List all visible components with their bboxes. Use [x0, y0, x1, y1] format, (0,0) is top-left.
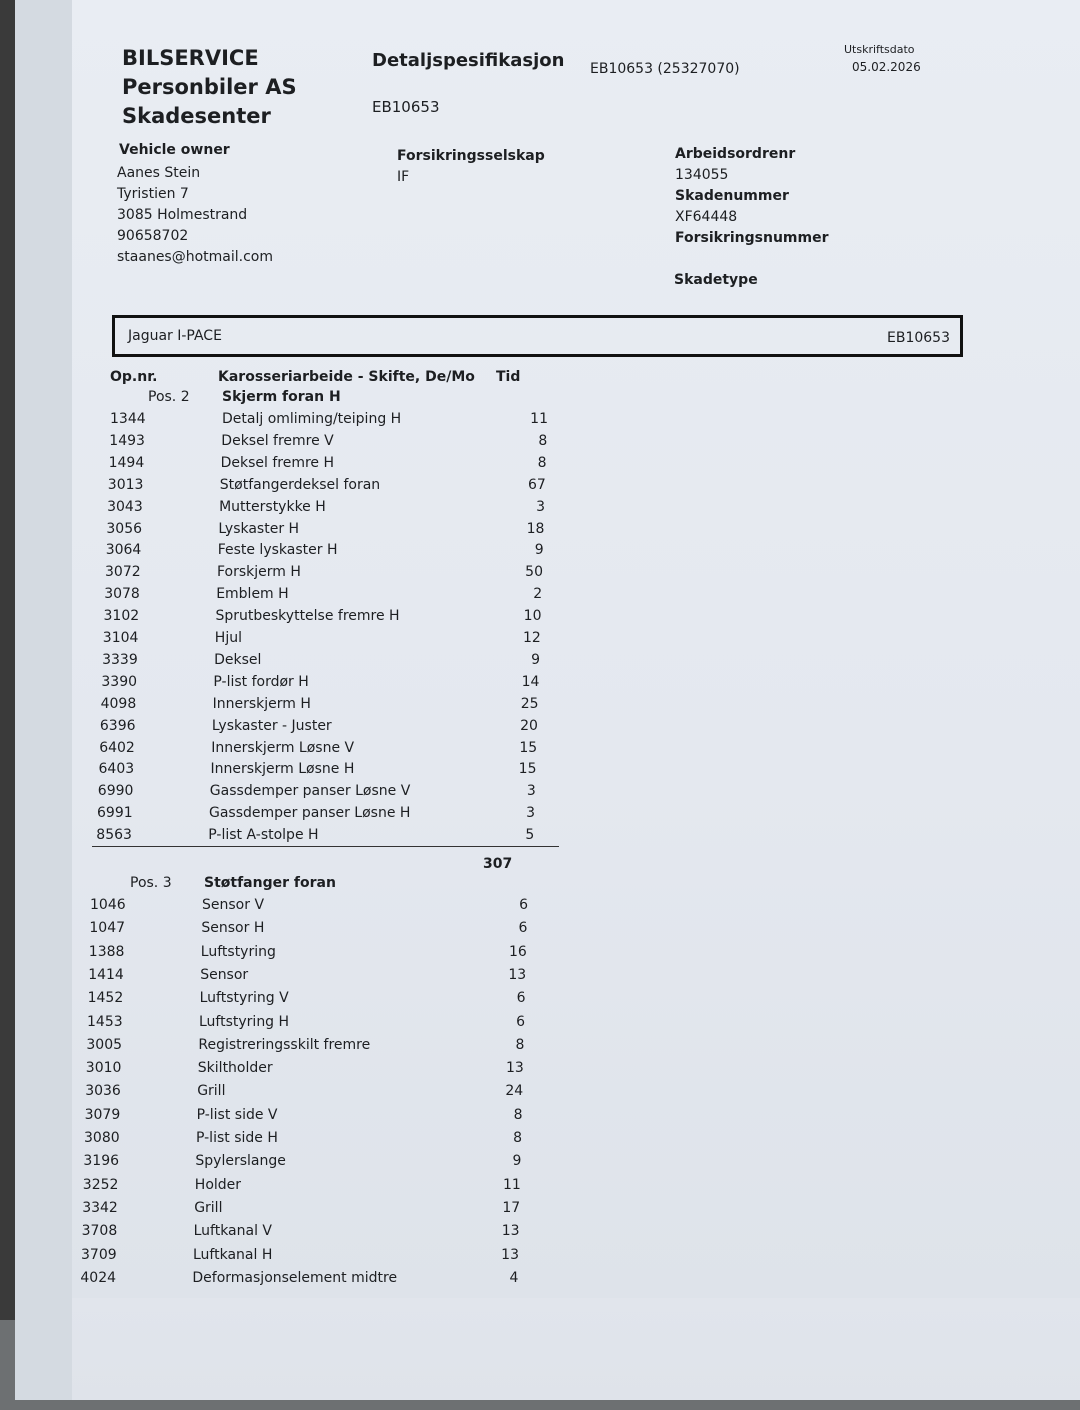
op-number: 3196	[83, 1153, 120, 1170]
op-number: 3102	[103, 608, 140, 625]
op-description: Holder	[194, 1176, 242, 1193]
op-number: 4098	[100, 695, 137, 712]
owner-email: staanes@hotmail.com	[117, 249, 273, 265]
table-row	[86, 1037, 686, 1059]
op-number: 3005	[86, 1036, 123, 1053]
op-description: Lyskaster H	[218, 520, 300, 537]
op-number: 3064	[105, 542, 142, 559]
op-time: 25	[520, 695, 539, 712]
op-description: Luftkanal V	[193, 1223, 273, 1240]
op-number: 3709	[81, 1246, 117, 1263]
op-number: 8563	[96, 827, 132, 844]
table-row	[110, 411, 710, 433]
op-time: 16	[508, 943, 527, 960]
op-description: P-list fordør H	[213, 673, 309, 690]
op-number: 6991	[97, 805, 133, 822]
op-time: 6	[519, 897, 528, 913]
op-description: Forskjerm H	[217, 564, 301, 581]
section-total: 307	[483, 856, 513, 872]
op-description: Feste lyskaster H	[217, 542, 338, 559]
table-row	[89, 944, 689, 966]
op-time: 6	[518, 920, 528, 937]
vehicle-model: Jaguar I-PACE	[128, 328, 222, 344]
op-time: 9	[531, 651, 541, 668]
op-number: 3010	[85, 1060, 122, 1077]
owner-street: Tyristien 7	[117, 186, 189, 202]
op-description: Deksel fremre H	[220, 454, 335, 471]
op-description: Sensor	[200, 966, 249, 983]
table-row	[83, 1153, 683, 1175]
op-time: 13	[501, 1223, 520, 1240]
op-description: Mutterstykke H	[219, 498, 326, 515]
table-row	[107, 499, 707, 521]
op-number: 3056	[106, 520, 143, 537]
table-row	[84, 1130, 684, 1152]
op-time: 12	[522, 630, 541, 646]
table-row	[101, 696, 701, 718]
op-time: 2	[533, 586, 543, 603]
op-number: 3072	[105, 564, 141, 581]
section-header	[110, 389, 710, 411]
op-time: 3	[536, 498, 546, 515]
op-number: 3043	[107, 498, 143, 515]
table-row	[99, 761, 699, 783]
op-time: 3	[526, 805, 535, 822]
op-number: 6990	[97, 783, 134, 800]
vehicle-box	[112, 315, 963, 357]
op-time: 8	[538, 432, 548, 449]
op-time: 8	[515, 1036, 525, 1053]
op-description: Gassdemper panser Løsne H	[209, 805, 411, 822]
table-row	[106, 521, 706, 543]
op-number: 3390	[101, 673, 138, 690]
op-description: P-list A-stolpe H	[208, 827, 319, 844]
op-description: Hjul	[214, 630, 242, 646]
op-number: 6403	[98, 761, 135, 778]
op-description: Spylerslange	[195, 1153, 286, 1170]
table-row	[89, 920, 689, 942]
op-time: 6	[516, 1013, 525, 1030]
op-time: 67	[527, 476, 546, 493]
company-name: BILSERVICE Personbiler AS Skadesenter	[122, 46, 297, 128]
column-header-description: Karosseriarbeide - Skifte, De/Mo	[218, 369, 475, 385]
op-description: Sensor V	[202, 897, 265, 913]
op-time: 24	[505, 1083, 524, 1100]
owner-phone: 90658702	[117, 228, 189, 244]
table-row	[88, 967, 688, 989]
table-row	[109, 455, 709, 477]
op-number: 3342	[82, 1199, 118, 1216]
op-description: Støtfangerdeksel foran	[219, 476, 381, 493]
op-time: 15	[518, 761, 537, 778]
document-id: EB10653	[372, 98, 440, 116]
table-row	[104, 586, 704, 608]
owner-details	[117, 163, 273, 268]
table-row	[102, 652, 702, 674]
op-description: Grill	[197, 1083, 226, 1100]
op-number: 3080	[84, 1130, 120, 1146]
page-cutoff	[72, 1298, 1080, 1400]
op-time: 18	[526, 520, 545, 537]
op-time: 9	[512, 1153, 522, 1170]
table-row	[99, 740, 699, 762]
document-page	[72, 0, 1080, 1400]
op-time: 50	[525, 564, 543, 581]
table-row	[109, 433, 709, 455]
owner-name: Aanes Stein	[117, 165, 201, 181]
op-number: 4024	[80, 1269, 117, 1286]
op-description: Emblem H	[216, 586, 289, 603]
insurance-value: IF	[397, 169, 410, 185]
column-header-time: Tid	[496, 369, 521, 385]
op-number: 1388	[88, 943, 125, 960]
insurance-label: Forsikringsselskap	[397, 148, 545, 164]
op-time: 14	[521, 673, 540, 690]
op-number: 1452	[87, 990, 124, 1007]
op-time: 5	[525, 827, 535, 844]
op-number: 1494	[108, 454, 145, 471]
op-description: Innerskjerm H	[212, 695, 311, 712]
table-row	[101, 674, 701, 696]
op-time: 13	[508, 966, 527, 983]
table-row	[85, 1107, 685, 1129]
op-time: 8	[513, 1130, 522, 1146]
op-number: 1047	[89, 920, 126, 937]
op-description: Deformasjonselement midtre	[192, 1269, 398, 1286]
damage-number-label: Skadenummer	[675, 188, 789, 204]
op-description: Skiltholder	[197, 1060, 273, 1077]
table-row	[80, 1270, 680, 1292]
table-row	[82, 1223, 682, 1245]
op-time: 10	[523, 608, 542, 625]
op-description: Sensor H	[201, 920, 265, 937]
table-row	[82, 1200, 682, 1222]
damage-type-label: Skadetype	[674, 272, 758, 288]
op-description: Luftkanal H	[193, 1246, 273, 1263]
op-time: 8	[513, 1106, 523, 1123]
table-row	[105, 564, 705, 586]
op-description: P-list side H	[196, 1130, 278, 1146]
op-time: 6	[516, 990, 526, 1007]
section-header	[92, 875, 692, 897]
op-number: 1344	[110, 411, 146, 427]
workorder-value: 134055	[675, 167, 729, 183]
op-time: 3	[526, 783, 536, 800]
section-position: Pos. 2	[148, 389, 190, 405]
section-title: Støtfanger foran	[204, 875, 336, 891]
owner-label: Vehicle owner	[119, 142, 230, 158]
op-time: 4	[509, 1269, 519, 1286]
op-time: 8	[537, 454, 547, 471]
print-date-label: Utskriftsdato	[844, 43, 915, 56]
table-row	[98, 783, 698, 805]
total-rule	[92, 846, 559, 847]
op-number: 3079	[84, 1106, 121, 1123]
op-time: 13	[501, 1246, 519, 1263]
op-description: Registreringsskilt fremre	[198, 1036, 371, 1053]
op-description: Grill	[194, 1199, 223, 1216]
workorder-label: Arbeidsordrenr	[675, 146, 796, 162]
print-date: 05.02.2026	[852, 60, 921, 74]
op-time: 11	[530, 411, 548, 427]
table-row	[108, 477, 708, 499]
op-number: 3339	[102, 651, 138, 668]
op-time: 17	[502, 1199, 521, 1216]
op-number: 1414	[88, 966, 124, 983]
op-time: 15	[519, 739, 538, 756]
policy-number-label: Forsikringsnummer	[675, 230, 829, 246]
vehicle-id: EB10653	[887, 330, 950, 346]
table-row	[106, 542, 706, 564]
table-row	[90, 897, 690, 919]
op-description: Sprutbeskyttelse fremre H	[215, 608, 400, 625]
table-row	[87, 1014, 687, 1036]
op-number: 3078	[104, 586, 140, 603]
op-number: 3252	[82, 1176, 119, 1193]
op-description: Gassdemper panser Løsne V	[209, 783, 411, 800]
table-row	[103, 630, 703, 652]
op-description: Innerskjerm Løsne H	[210, 761, 355, 778]
op-number: 1453	[87, 1013, 123, 1030]
document-title: Detaljspesifikasjon	[372, 50, 565, 71]
op-number: 3013	[107, 476, 144, 493]
table-row	[104, 608, 704, 630]
table-row	[88, 990, 688, 1012]
op-number: 1493	[109, 432, 145, 449]
op-time: 11	[502, 1176, 521, 1193]
op-number: 1046	[90, 897, 126, 913]
op-description: P-list side V	[196, 1106, 278, 1123]
op-description: Innerskjerm Løsne V	[211, 739, 355, 756]
owner-city: 3085 Holmestrand	[117, 207, 248, 223]
table-row	[86, 1060, 686, 1082]
op-number: 6402	[99, 739, 135, 756]
reference-number: EB10653 (25327070)	[590, 61, 740, 77]
op-description: Luftstyring V	[199, 990, 289, 1007]
column-header-op: Op.nr.	[110, 369, 158, 385]
op-number: 3036	[85, 1083, 121, 1100]
section-position: Pos. 3	[130, 875, 172, 891]
op-description: Deksel fremre V	[221, 432, 334, 449]
op-description: Deksel	[214, 651, 262, 668]
op-number: 3708	[81, 1223, 118, 1240]
table-row	[81, 1247, 681, 1269]
table-row	[83, 1177, 683, 1199]
op-description: Luftstyring H	[199, 1013, 290, 1030]
table-row	[100, 718, 700, 740]
table-row	[85, 1083, 685, 1105]
op-time: 20	[520, 717, 538, 734]
op-description: Luftstyring	[200, 943, 276, 960]
op-number: 3104	[102, 630, 139, 646]
table-row	[97, 805, 697, 827]
op-description: Lyskaster - Juster	[211, 717, 332, 734]
damage-number-value: XF64448	[675, 209, 738, 225]
section-title: Skjerm foran H	[222, 389, 341, 405]
op-time: 9	[534, 542, 544, 559]
op-description: Detalj omliming/teiping H	[222, 411, 402, 427]
op-time: 13	[505, 1060, 524, 1077]
op-number: 6396	[99, 717, 136, 734]
